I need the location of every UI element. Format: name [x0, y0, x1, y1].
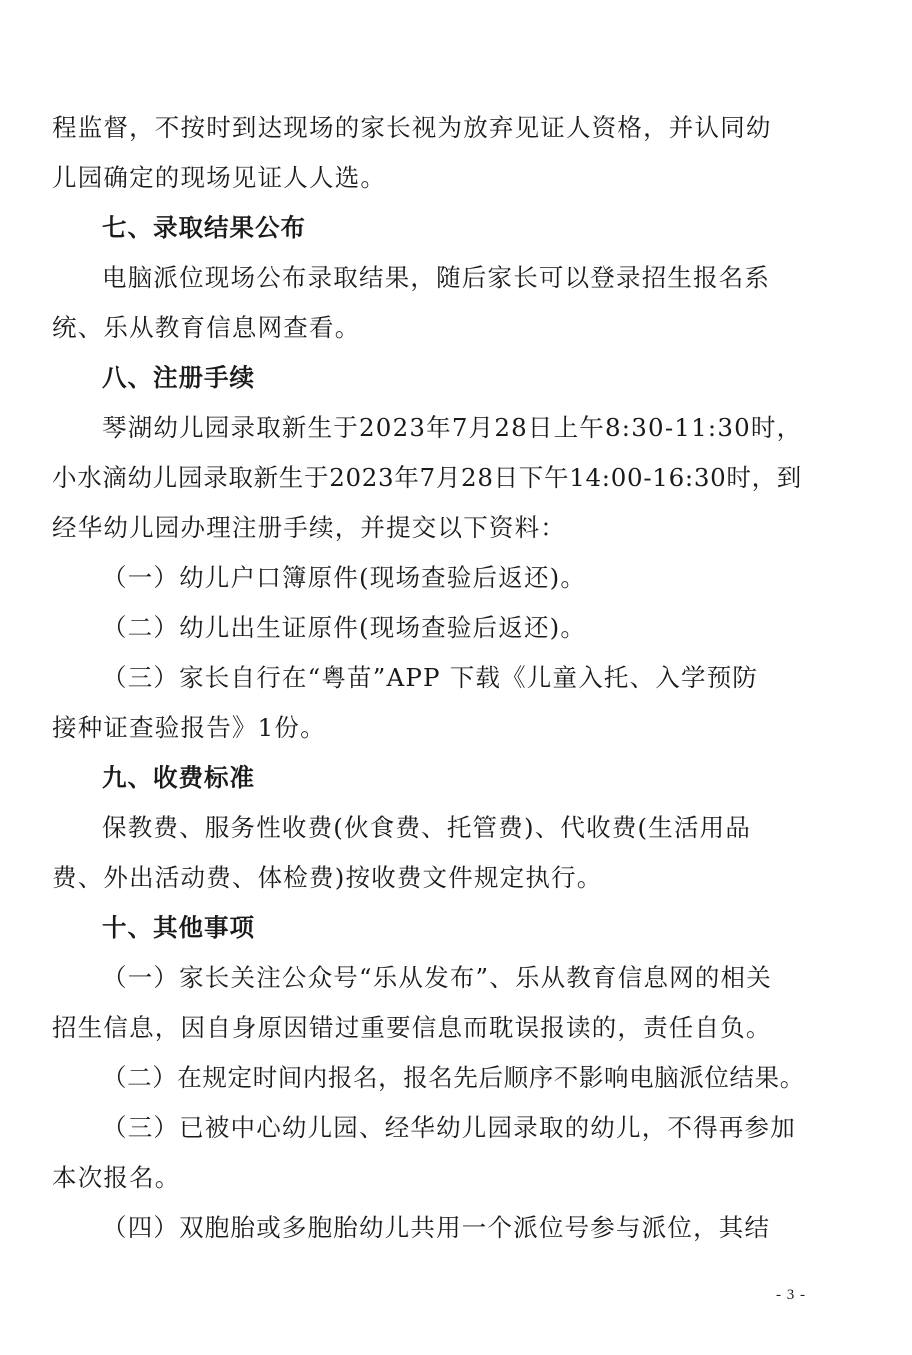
section-heading: 十、其他事项: [102, 913, 255, 942]
list-item: （一）幼儿户口簿原件(现场查验后返还)。: [102, 563, 587, 592]
section-heading: 九、收费标准: [102, 763, 255, 792]
paragraph-line: 电脑派位现场公布录取结果，随后家长可以登录招生报名系: [102, 263, 771, 292]
section-heading: 八、注册手续: [102, 363, 255, 392]
list-item: （三）已被中心幼儿园、经华幼儿园录取的幼儿，不得再参加: [102, 1113, 796, 1142]
list-item: （二）幼儿出生证原件(现场查验后返还)。: [102, 613, 587, 642]
page-number: - 3 -: [776, 1287, 806, 1303]
section-heading: 七、录取结果公布: [102, 213, 306, 242]
paragraph-line: 费、外出活动费、体检费)按收费文件规定执行。: [52, 863, 603, 892]
paragraph-line: 程监督，不按时到达现场的家长视为放弃见证人资格，并认同幼: [52, 113, 772, 142]
paragraph-line: 统、乐从教育信息网查看。: [52, 313, 361, 342]
list-item: （二）在规定时间内报名，报名先后顺序不影响电脑派位结果。: [102, 1063, 805, 1092]
paragraph-line: 小水滴幼儿园录取新生于2023年7月28日下午14:00-16:30时，到: [52, 463, 802, 492]
paragraph-line: 招生信息，因自身原因错过重要信息而耽误报读的，责任自负。: [52, 1013, 772, 1042]
paragraph-line: 琴湖幼儿园录取新生于2023年7月28日上午8:30-11:30时，: [102, 413, 803, 442]
paragraph-line: 经华幼儿园办理注册手续，并提交以下资料：: [52, 513, 566, 542]
paragraph-line: 儿园确定的现场见证人人选。: [52, 163, 387, 192]
list-item: （三）家长自行在“粤苗”APP 下载《儿童入托、入学预防: [102, 663, 759, 692]
paragraph-line: 本次报名。: [52, 1163, 181, 1192]
paragraph-line: 接种证查验报告》1份。: [52, 713, 326, 742]
list-item: （四）双胞胎或多胞胎幼儿共用一个派位号参与派位，其结: [102, 1213, 771, 1242]
list-item: （一）家长关注公众号“乐从发布”、乐从教育信息网的相关: [102, 963, 772, 992]
paragraph-line: 保教费、服务性收费(伙食费、托管费)、代收费(生活用品: [102, 813, 752, 842]
